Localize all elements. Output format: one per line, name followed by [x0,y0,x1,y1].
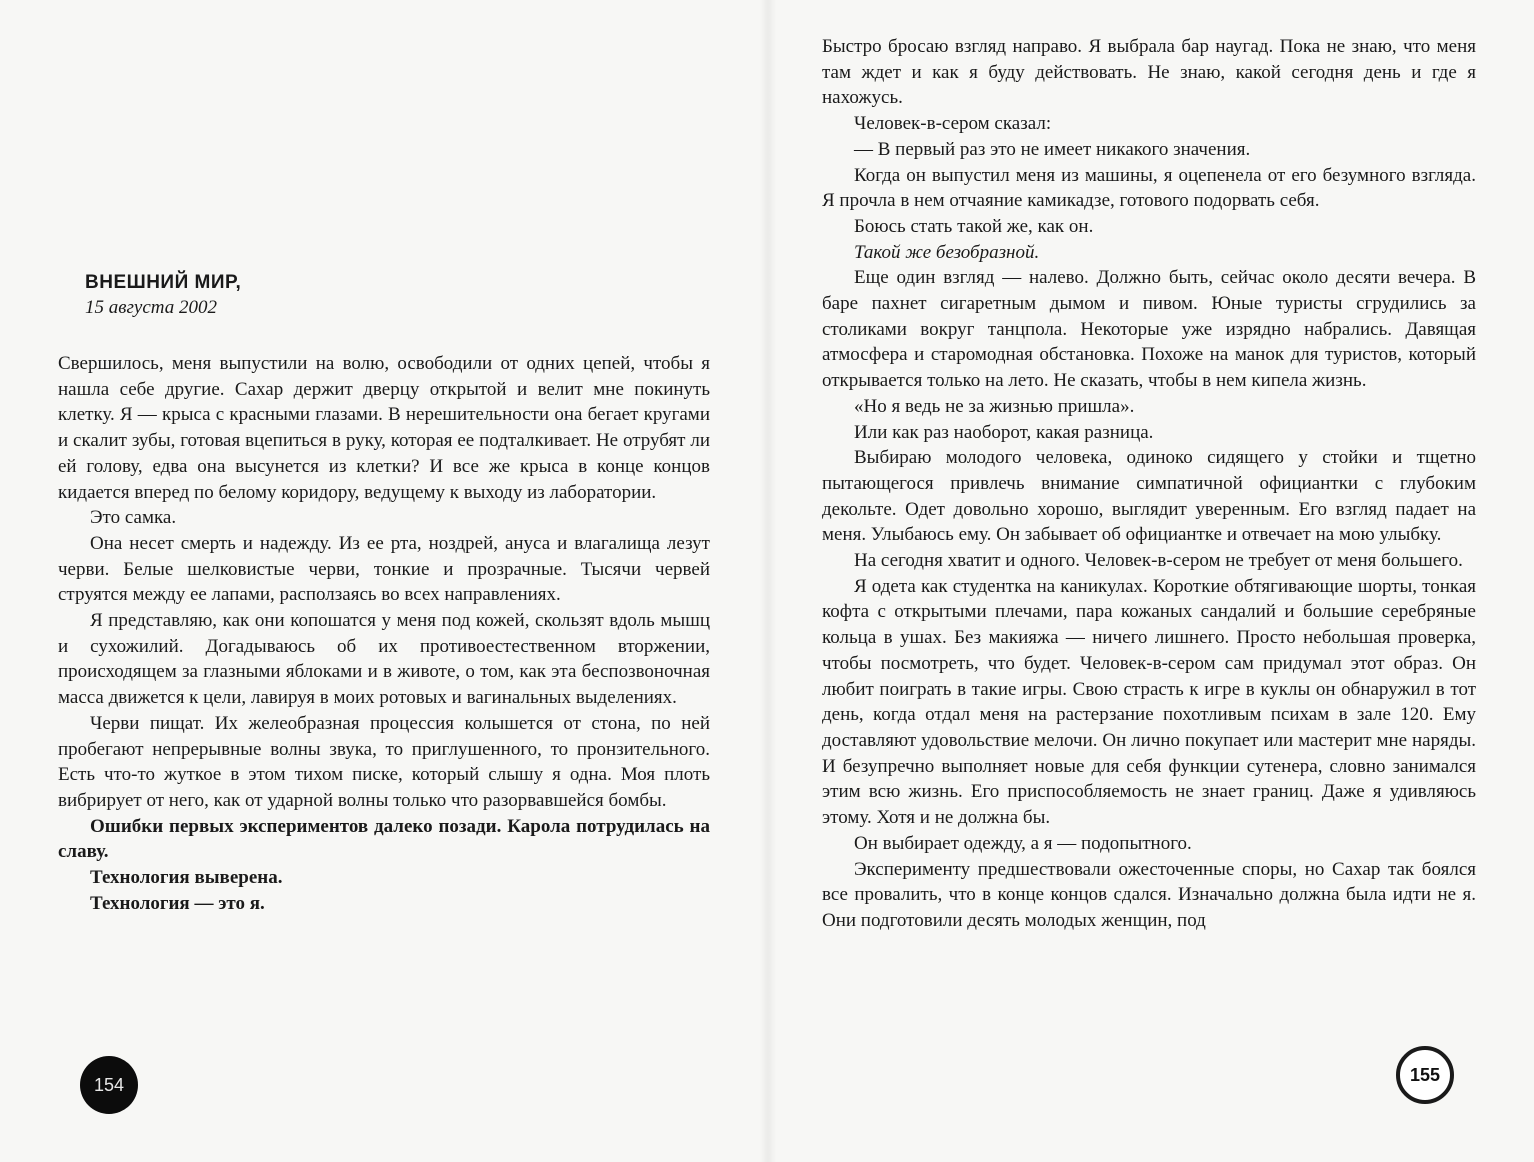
paragraph: — В первый раз это не имеет никакого значения. [854,138,1251,160]
chapter-date: 15 августа 2002 [85,297,217,318]
paragraph: Он выбирает одежду, а я — подопытного. [854,832,1192,854]
paragraph: Эксперименту предшествовали ожесточенные споры, но Сахар так боялся все провалить, что в конце концов сдался. Изначально должна была идти не я. Они подготовили десять молодых женщин, под [822,858,1476,931]
paragraph: Технология — это я. [90,892,265,914]
paragraph: Это самка. [90,507,177,529]
paragraph: Человек-в-сером сказал: [854,113,1052,135]
paragraph: Выбираю молодого человека, одиноко сидящего у стойки и тщетно пытающегося привлечь внимание симпатичной официантки с глубоким декольте. Одет довольно хорошо, выглядит уверенным. Его взгляд падает на меня. Улыбаюсь ему. Он забывает об официантке и отвечает на мою улыбку. [822,447,1476,546]
paragraph: Технология выверена. [90,867,283,889]
paragraph: Черви пищат. Их желеобразная процессия колышется от стона, по ней пробегают непрерывные волны звука, то приглушенного, то пронзительного. Есть что-то жуткое в этом тихом писке, который слышу я одна. Моя плоть вибрирует от него, как от ударной волны только что разорвавшейся бомбы. [58,712,710,811]
paragraph: Я одета как студентка на каникулах. Короткие обтягивающие шорты, тонкая кофта с открытыми плечами, пара кожаных сандалий и большие серебряные кольца в ушах. Без макияжа — ничего лишнего. Просто небольшая проверка, чтобы посмотреть, что будет. Человек-в-сером сам придумал этот образ. Он любит поиграть в такие игры. Свою страсть к игре в куклы он обнаружил в тот день, когда отдал меня на растерзание похотливым психам в зале 120. Ему доставляют удовольствие мелочи. Он лично покупает или мастерит мне наряды. И безупречно выполняет новые для себя функции сутенера, словно занимался этим всю жизнь. Его приспособляемость не знает границ. Даже я удивляюсь этому. Хотя и не должна бы. [822,575,1476,829]
paragraph: Или как раз наоборот, какая разница. [854,421,1154,443]
paragraph: Ошибки первых экспериментов далеко позади. Карола потрудилась на славу. [58,815,710,863]
paragraph: Свершилось, меня выпустили на волю, освободили от одних цепей, чтобы я нашла себе другие. Сахар держит дверцу открытой и велит мне покинуть клетку. Я — крыса с красными глазами. В нерешительности она бегает кругами и скалит зубы, готовая вцепиться в руку, которая ее подталкивает. Не отрубят ли ей голову, едва она высунется из клетки? И все же крыса в конце концов кидается вперед по белому коридору, ведущему к выходу из лаборатории. [58,353,710,503]
chapter-title: ВНЕШНИЙ МИР, [85,272,242,293]
paragraph: Она несет смерть и надежду. Из ее рта, ноздрей, ануса и влагалища лезут черви. Белые шелковистые черви, тонкие и прозрачные. Тысячи червей струятся между ее лапами, расползаясь во всех направлениях. [58,532,710,606]
paragraph: Когда он выпустил меня из машины, я оцепенела от его безумного взгляда. Я прочла в нем отчаяние камикадзе, готового подорвать себя. [822,164,1476,212]
paragraph: Быстро бросаю взгляд направо. Я выбрала бар наугад. Пока не знаю, что меня там ждет и как я буду действовать. Не знаю, какой сегодня день и где я нахожусь. [822,36,1476,109]
paragraph: «Но я ведь не за жизнью пришла». [854,395,1135,417]
paragraph: На сегодня хватит и одного. Человек-в-сером не требует от меня большего. [854,550,1463,572]
paragraph: Такой же безобразной. [854,241,1040,263]
paragraph: Еще один взгляд — налево. Должно быть, сейчас около десяти вечера. В баре пахнет сигаретным дымом и пивом. Юные туристы сгрудились за столиками вокруг танцпола. Некоторые уже изрядно набрались. Давящая атмосфера и старомодная обстановка. Похоже на манок для туристов, который открывается только на лето. Не сказать, чтобы в нем кипела жизнь. [822,267,1476,392]
paragraph: Я представляю, как они копошатся у меня под кожей, скользят вдоль мышц и сухожилий. Догадываюсь об их противоестественном вторжении, происходящем за глазными яблоками и в животе, о том, как эта беспозвоночная масса движется к цели, лавируя в моих ротовых и вагинальных выделениях. [58,610,710,709]
right-page-body [822,34,1476,934]
paragraph: Боюсь стать такой же, как он. [854,215,1094,237]
page-number-right: 155 [1396,1046,1454,1104]
page-number-left: 154 [80,1056,138,1114]
left-page-body [58,351,710,916]
